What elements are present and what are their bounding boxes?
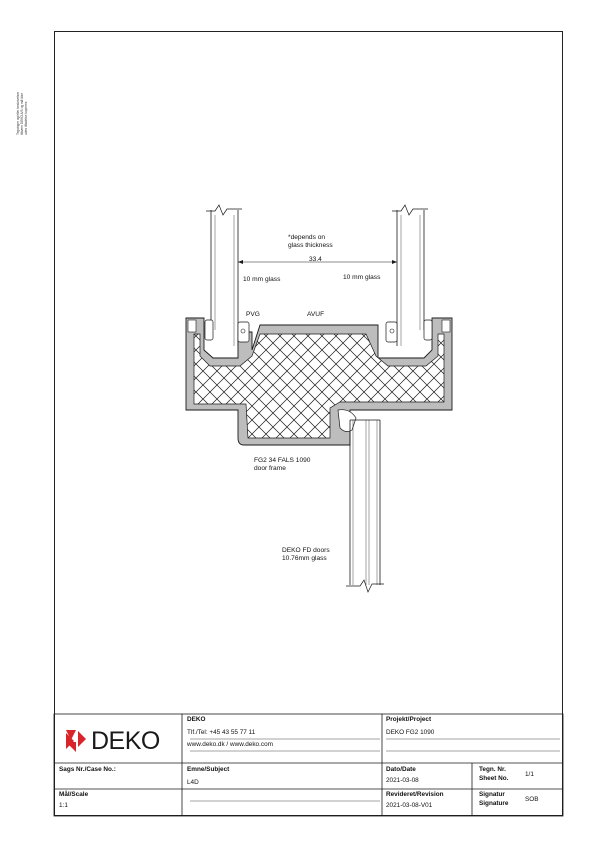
project-value: DEKO FG2 1090 <box>386 729 435 736</box>
deko-logo <box>64 727 174 753</box>
door-seal <box>338 410 356 432</box>
revision-heading: Revideret/Revision <box>386 791 444 798</box>
pvg-label: PVG <box>246 311 260 318</box>
logo-wordmark: DEKO <box>91 727 160 755</box>
sheet-number-value: 1/1 <box>525 771 534 778</box>
avuf-label: AVUF <box>307 311 325 318</box>
project-heading: Projekt/Project <box>386 716 432 723</box>
signature-heading-da: Signatur <box>479 791 505 798</box>
scale-value: 1:1 <box>59 802 68 809</box>
depends-note-line-2: glass thickness <box>288 242 333 249</box>
door-leaf <box>346 420 384 592</box>
dimension-value: 33.4 <box>309 256 322 263</box>
subject-heading: Emne/Subject <box>187 766 230 773</box>
frame-label-line-2: door frame <box>254 465 286 472</box>
door-label-line-1: DEKO FD doors <box>282 547 330 554</box>
glass-pane-right <box>392 205 428 346</box>
glass-right-label: 10 mm glass <box>343 274 381 281</box>
company-heading: DEKO <box>187 716 206 723</box>
side-note-line-1: Tegninger og/eller beskrivelser <box>16 91 20 135</box>
date-heading: Dato/Date <box>386 766 416 773</box>
revision-value: 2021-03-08-V01 <box>386 802 433 809</box>
side-note-line-3: uden tilladelse kopieres <box>24 101 28 135</box>
glass-left-label: 10 mm glass <box>243 276 281 283</box>
sheet-number-heading: Sheet No. <box>479 775 509 782</box>
company-phone: Tlf./Tel: +45 43 55 77 11 <box>187 729 256 736</box>
date-value: 2021-03-08 <box>386 777 419 784</box>
side-note-line-2: tilhører DEKO A/S og må ikke <box>20 93 24 135</box>
frame-label-line-1: FG2 34 FALS 1090 <box>254 457 311 464</box>
drawing-number-heading: Tegn. Nr. <box>479 766 506 773</box>
depends-note-line-1: *depends on <box>288 234 326 241</box>
subject-value: L4D <box>187 779 199 786</box>
signature-value: SOB <box>525 796 539 803</box>
case-number-heading: Sags Nr./Case No.: <box>59 766 116 773</box>
door-label-line-2: 10.76mm glass <box>282 555 327 562</box>
company-web: www.deko.dk / www.deko.com <box>187 741 273 748</box>
scale-heading: Mål/Scale <box>59 791 89 798</box>
signature-heading-en: Signature <box>479 800 509 807</box>
door-frame-profile <box>186 318 452 445</box>
